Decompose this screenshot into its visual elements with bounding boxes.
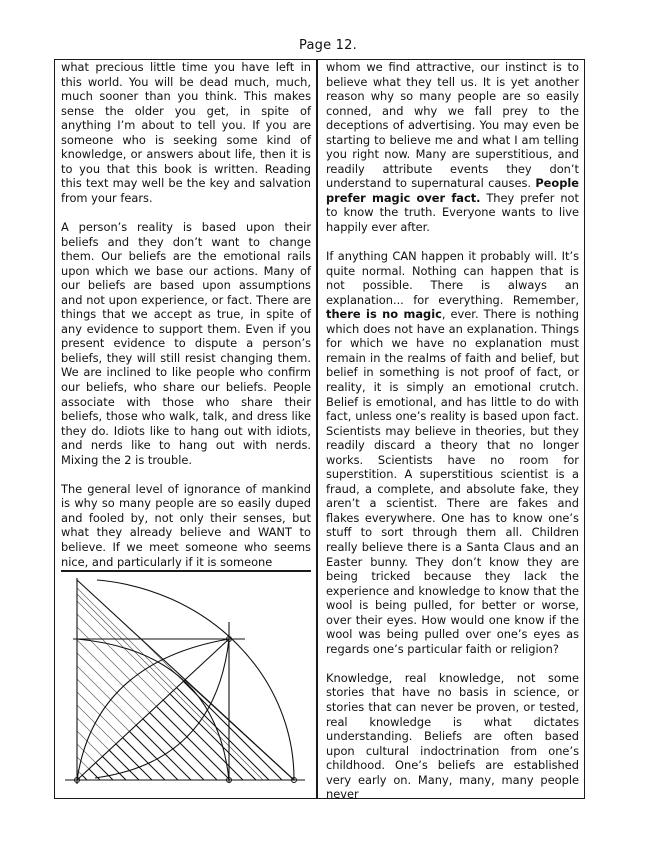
text-run: If anything CAN happen it probably will. It’s quite normal. Nothing can happen that is not possible. There is always an explanation... for everything. Remember,	[326, 249, 579, 307]
text-run: , ever. There is nothing which does not have an explanation. Things for which we have no explanation must remain in the realms of faith and belief, but belief in something is not proof of fact, or reality, it is simply an emotional crutch. Belief is emotional, and has little to do with fact, unless one’s reality is based upon fact. Scientists may believe in theories, but they readily discard a theory that no longer works. Scientists have no room for superstition. A superstitious scientist is a fraud, a complete, and absolute fake, they aren’t a scientist. There are fakes and flakes everywhere. One has to know one’s stuff to sort through them all. Children really believe there is a Santa Claus and an Easter bunny. They don’t know they are being tricked because they lack the experience and knowledge to know that the wool is being pulled, for better or worse, over their eyes. How would one know if the wool was being pulled over one’s eyes as regards one’s particular faith or religion?	[326, 307, 579, 656]
text-run: They prefer not to know the truth. Everyone wants to live happily ever after.	[326, 190, 579, 235]
left-column	[61, 60, 311, 584]
bold-emphasis: there is no magic	[326, 307, 442, 322]
paragraph	[326, 60, 579, 235]
column-divider	[316, 59, 318, 799]
page-number-title: Page 12.	[299, 38, 357, 53]
paragraph: what precious little time you have left in this world. You will be dead much, much, much sooner than you think. This makes sense the older you get, in spite of anything I’m about to tell you. If you are someone who is seeking some kind of knowledge, or answers about life, then it is to you that this book is written. Reading this text may well be the key and salvation from your fears.	[61, 60, 311, 205]
paragraph: A person’s reality is based upon their beliefs and they don’t want to change them. Our beliefs are the emotional rails upon which we base our actions. Many of our beliefs are based upon assumptions and not upon experience, or fact. There are things that we accept as true, in spite of any evidence to support them. Even if you present evidence to dispute a person’s beliefs, they will still resist changing them. We are inclined to like people who confirm our beliefs, who share our beliefs. People associate with those who share their beliefs, those who walk, talk, and dress like they do. Idiots like to hang out with idiots, and nerds like to hang out with nerds. Mixing the 2 is trouble.	[61, 219, 311, 467]
paragraph: Knowledge, real knowledge, not some stories that have no basis in science, or stories that can never be proven, or tested, real knowledge is what dictates understanding. Beliefs are often based upon cultural indoctrination from one’s childhood. One’s beliefs are established very early on. Many, many, many people never	[326, 670, 579, 802]
right-column	[326, 60, 579, 816]
paragraph	[326, 249, 579, 656]
text-run: whom we find attractive, our instinct is to believe what they tell us. It is yet another reason why so many people are so easily conned, and why we fall prey to the deceptions of advertising. You may even be starting to believe me and what I am telling you right now. Many are superstitious, and readily attribute events they don’t understand to supernatural causes.	[326, 60, 579, 191]
paragraph: The general level of ignorance of mankind is why so many people are so easily duped and fooled by, not only their senses, but what they already believe and WANT to believe. If we meet someone who seems nice, and particularly if it is someone	[61, 481, 311, 569]
bold-emphasis: People prefer magic over fact.	[326, 176, 579, 205]
geometry-diagram	[55, 572, 316, 798]
